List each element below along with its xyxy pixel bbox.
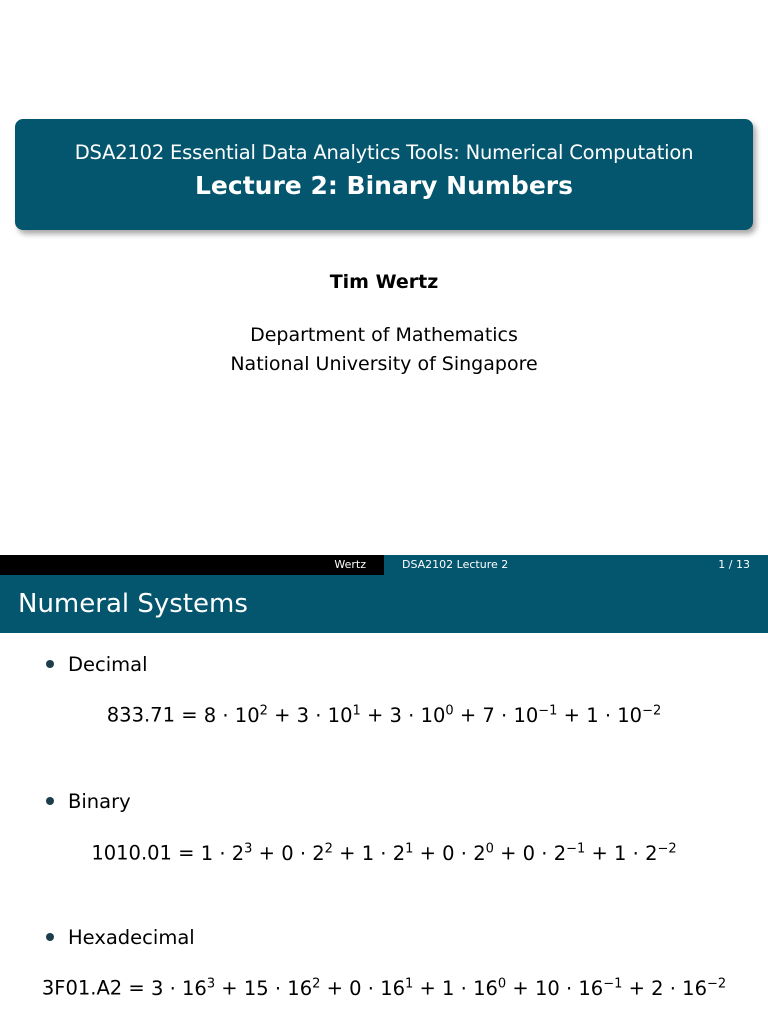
term-coefficient: 2 bbox=[651, 976, 664, 1000]
term-base: 16 bbox=[182, 976, 207, 1000]
university: National University of Singapore bbox=[230, 353, 538, 375]
term-base: 10 bbox=[327, 703, 353, 727]
term-base: 16 bbox=[287, 976, 313, 1000]
bullet-label: Hexadecimal bbox=[68, 926, 195, 949]
course-title: DSA2102 Essential Data Analytics Tools: Numerical Computation bbox=[74, 141, 694, 164]
term-coefficient: 1 bbox=[442, 976, 455, 1000]
term-base: 16 bbox=[578, 976, 604, 1000]
footer-title: DSA2102 Lecture 2 bbox=[402, 558, 509, 571]
term-base: 10 bbox=[617, 703, 643, 727]
bullet-icon bbox=[46, 933, 54, 941]
lecture-title: Lecture 2: Binary Numbers bbox=[195, 171, 573, 200]
equation-term: $0 \cdot 2^{-1}$ bbox=[522, 841, 586, 865]
term-base: 2 bbox=[231, 841, 245, 865]
term-base: 2 bbox=[645, 841, 658, 865]
equation-term: $0 \cdot 2^0$ bbox=[442, 841, 494, 865]
term-coefficient: 0 bbox=[349, 976, 362, 1000]
term-exponent: 0 bbox=[445, 703, 454, 718]
term-exponent: 2 bbox=[324, 841, 333, 856]
equation-term: $8 \cdot 10^2$ bbox=[203, 703, 268, 727]
footer-author: Wertz bbox=[334, 558, 366, 571]
term-coefficient: 3 bbox=[296, 703, 310, 727]
term-coefficient: 7 bbox=[482, 703, 495, 727]
term-exponent: −2 bbox=[706, 976, 727, 991]
term-coefficient: 10 bbox=[534, 976, 560, 1000]
term-exponent: 3 bbox=[244, 841, 253, 856]
term-exponent: −2 bbox=[642, 703, 662, 718]
term-exponent: 0 bbox=[497, 976, 507, 991]
term-base: 2 bbox=[392, 841, 406, 865]
equation-term: $1 \cdot 2^1$ bbox=[361, 841, 414, 865]
term-base: 16 bbox=[473, 976, 498, 1000]
equation-term: $3 \cdot 16^3$ bbox=[150, 976, 216, 1000]
term-exponent: 3 bbox=[206, 976, 216, 991]
term-base: 10 bbox=[234, 703, 260, 727]
term-exponent: 1 bbox=[405, 841, 414, 856]
equation-term: $0 \cdot 2^2$ bbox=[281, 841, 333, 865]
term-coefficient: 15 bbox=[243, 976, 269, 1000]
term-base: 10 bbox=[420, 703, 446, 727]
term-base: 16 bbox=[380, 976, 406, 1000]
author-name: Tim Wertz bbox=[329, 271, 439, 293]
bullet-icon bbox=[46, 660, 54, 668]
term-base: 2 bbox=[312, 841, 325, 865]
footer-right bbox=[384, 555, 768, 575]
term-exponent: −1 bbox=[566, 841, 586, 856]
footer-page-number: 1 / 13 bbox=[718, 558, 750, 571]
term-coefficient: 3 bbox=[150, 976, 164, 1000]
term-coefficient: 1 bbox=[200, 841, 214, 865]
equation-term: $3 \cdot 10^1$ bbox=[296, 703, 361, 727]
equation-binary: $1010.01 = 1 \cdot 2^3 + 0 \cdot 2^2 + 1 \cdot 2^1 + 0 \cdot 2^0 + 0 \cdot 2^{-1} + 1 \cdot 2^{-2}$ bbox=[91, 841, 677, 865]
bullet-label: Decimal bbox=[68, 653, 148, 676]
footer-bar bbox=[0, 555, 768, 575]
frame-title-bar bbox=[0, 575, 768, 633]
equation-hexadecimal: $3F01.A2 = 3 \cdot 16^3 + 15 \cdot 16^2 + 0 \cdot 16^1 + 1 \cdot 16^0 + 10 \cdot 16^{-1} + 2 \cdot 16^{-2}$ bbox=[41, 976, 727, 1000]
term-base: 2 bbox=[553, 841, 567, 865]
term-coefficient: 1 bbox=[614, 841, 627, 865]
term-exponent: −2 bbox=[657, 841, 677, 856]
term-exponent: 0 bbox=[485, 841, 494, 856]
term-base: 10 bbox=[513, 703, 539, 727]
term-exponent: 1 bbox=[405, 976, 414, 991]
equation-term: $1 \cdot 10^{-2}$ bbox=[586, 703, 662, 727]
term-exponent: 2 bbox=[312, 976, 321, 991]
equation-term: $10 \cdot 16^{-1}$ bbox=[534, 976, 623, 1000]
equation-term: $3 \cdot 10^0$ bbox=[389, 703, 454, 727]
equation-term: $1 \cdot 2^{-2}$ bbox=[614, 841, 677, 865]
term-coefficient: 1 bbox=[361, 841, 375, 865]
footer-left bbox=[0, 555, 384, 575]
bullet-label: Binary bbox=[68, 790, 131, 813]
term-coefficient: 0 bbox=[281, 841, 294, 865]
equation-term: $7 \cdot 10^{-1}$ bbox=[482, 703, 558, 727]
equation-term: $2 \cdot 16^{-2}$ bbox=[651, 976, 727, 1000]
term-coefficient: 1 bbox=[586, 703, 599, 727]
term-base: 16 bbox=[682, 976, 707, 1000]
term-coefficient: 0 bbox=[522, 841, 536, 865]
department: Department of Mathematics bbox=[250, 324, 518, 346]
equation-lhs: 1010.01 bbox=[91, 841, 172, 865]
term-exponent: −1 bbox=[538, 703, 558, 718]
term-coefficient: 3 bbox=[389, 703, 402, 727]
bullet-item-hexadecimal bbox=[46, 926, 195, 949]
equation-term: $0 \cdot 16^1$ bbox=[349, 976, 414, 1000]
term-base: 2 bbox=[473, 841, 486, 865]
term-exponent: 1 bbox=[352, 703, 361, 718]
bullet-item-binary bbox=[46, 790, 131, 813]
institution bbox=[0, 321, 768, 379]
term-exponent: 2 bbox=[259, 703, 268, 718]
equation-term: $1 \cdot 16^0$ bbox=[442, 976, 507, 1000]
bullet-icon bbox=[46, 797, 54, 805]
equation-lhs: 3F01.A2 bbox=[41, 976, 123, 1000]
equation-term: $15 \cdot 16^2$ bbox=[243, 976, 321, 1000]
term-coefficient: 8 bbox=[203, 703, 217, 727]
term-exponent: −1 bbox=[603, 976, 623, 991]
frame-title: Numeral Systems bbox=[18, 589, 248, 619]
equation-term: $1 \cdot 2^3$ bbox=[200, 841, 253, 865]
title-box bbox=[15, 119, 753, 230]
equation-lhs: 833.71 bbox=[106, 703, 175, 727]
term-coefficient: 0 bbox=[442, 841, 455, 865]
equation-decimal: $833.71 = 8 \cdot 10^2 + 3 \cdot 10^1 + 3 \cdot 10^0 + 7 \cdot 10^{-1} + 1 \cdot 10^{-2}$ bbox=[106, 703, 662, 727]
bullet-item-decimal bbox=[46, 653, 148, 676]
